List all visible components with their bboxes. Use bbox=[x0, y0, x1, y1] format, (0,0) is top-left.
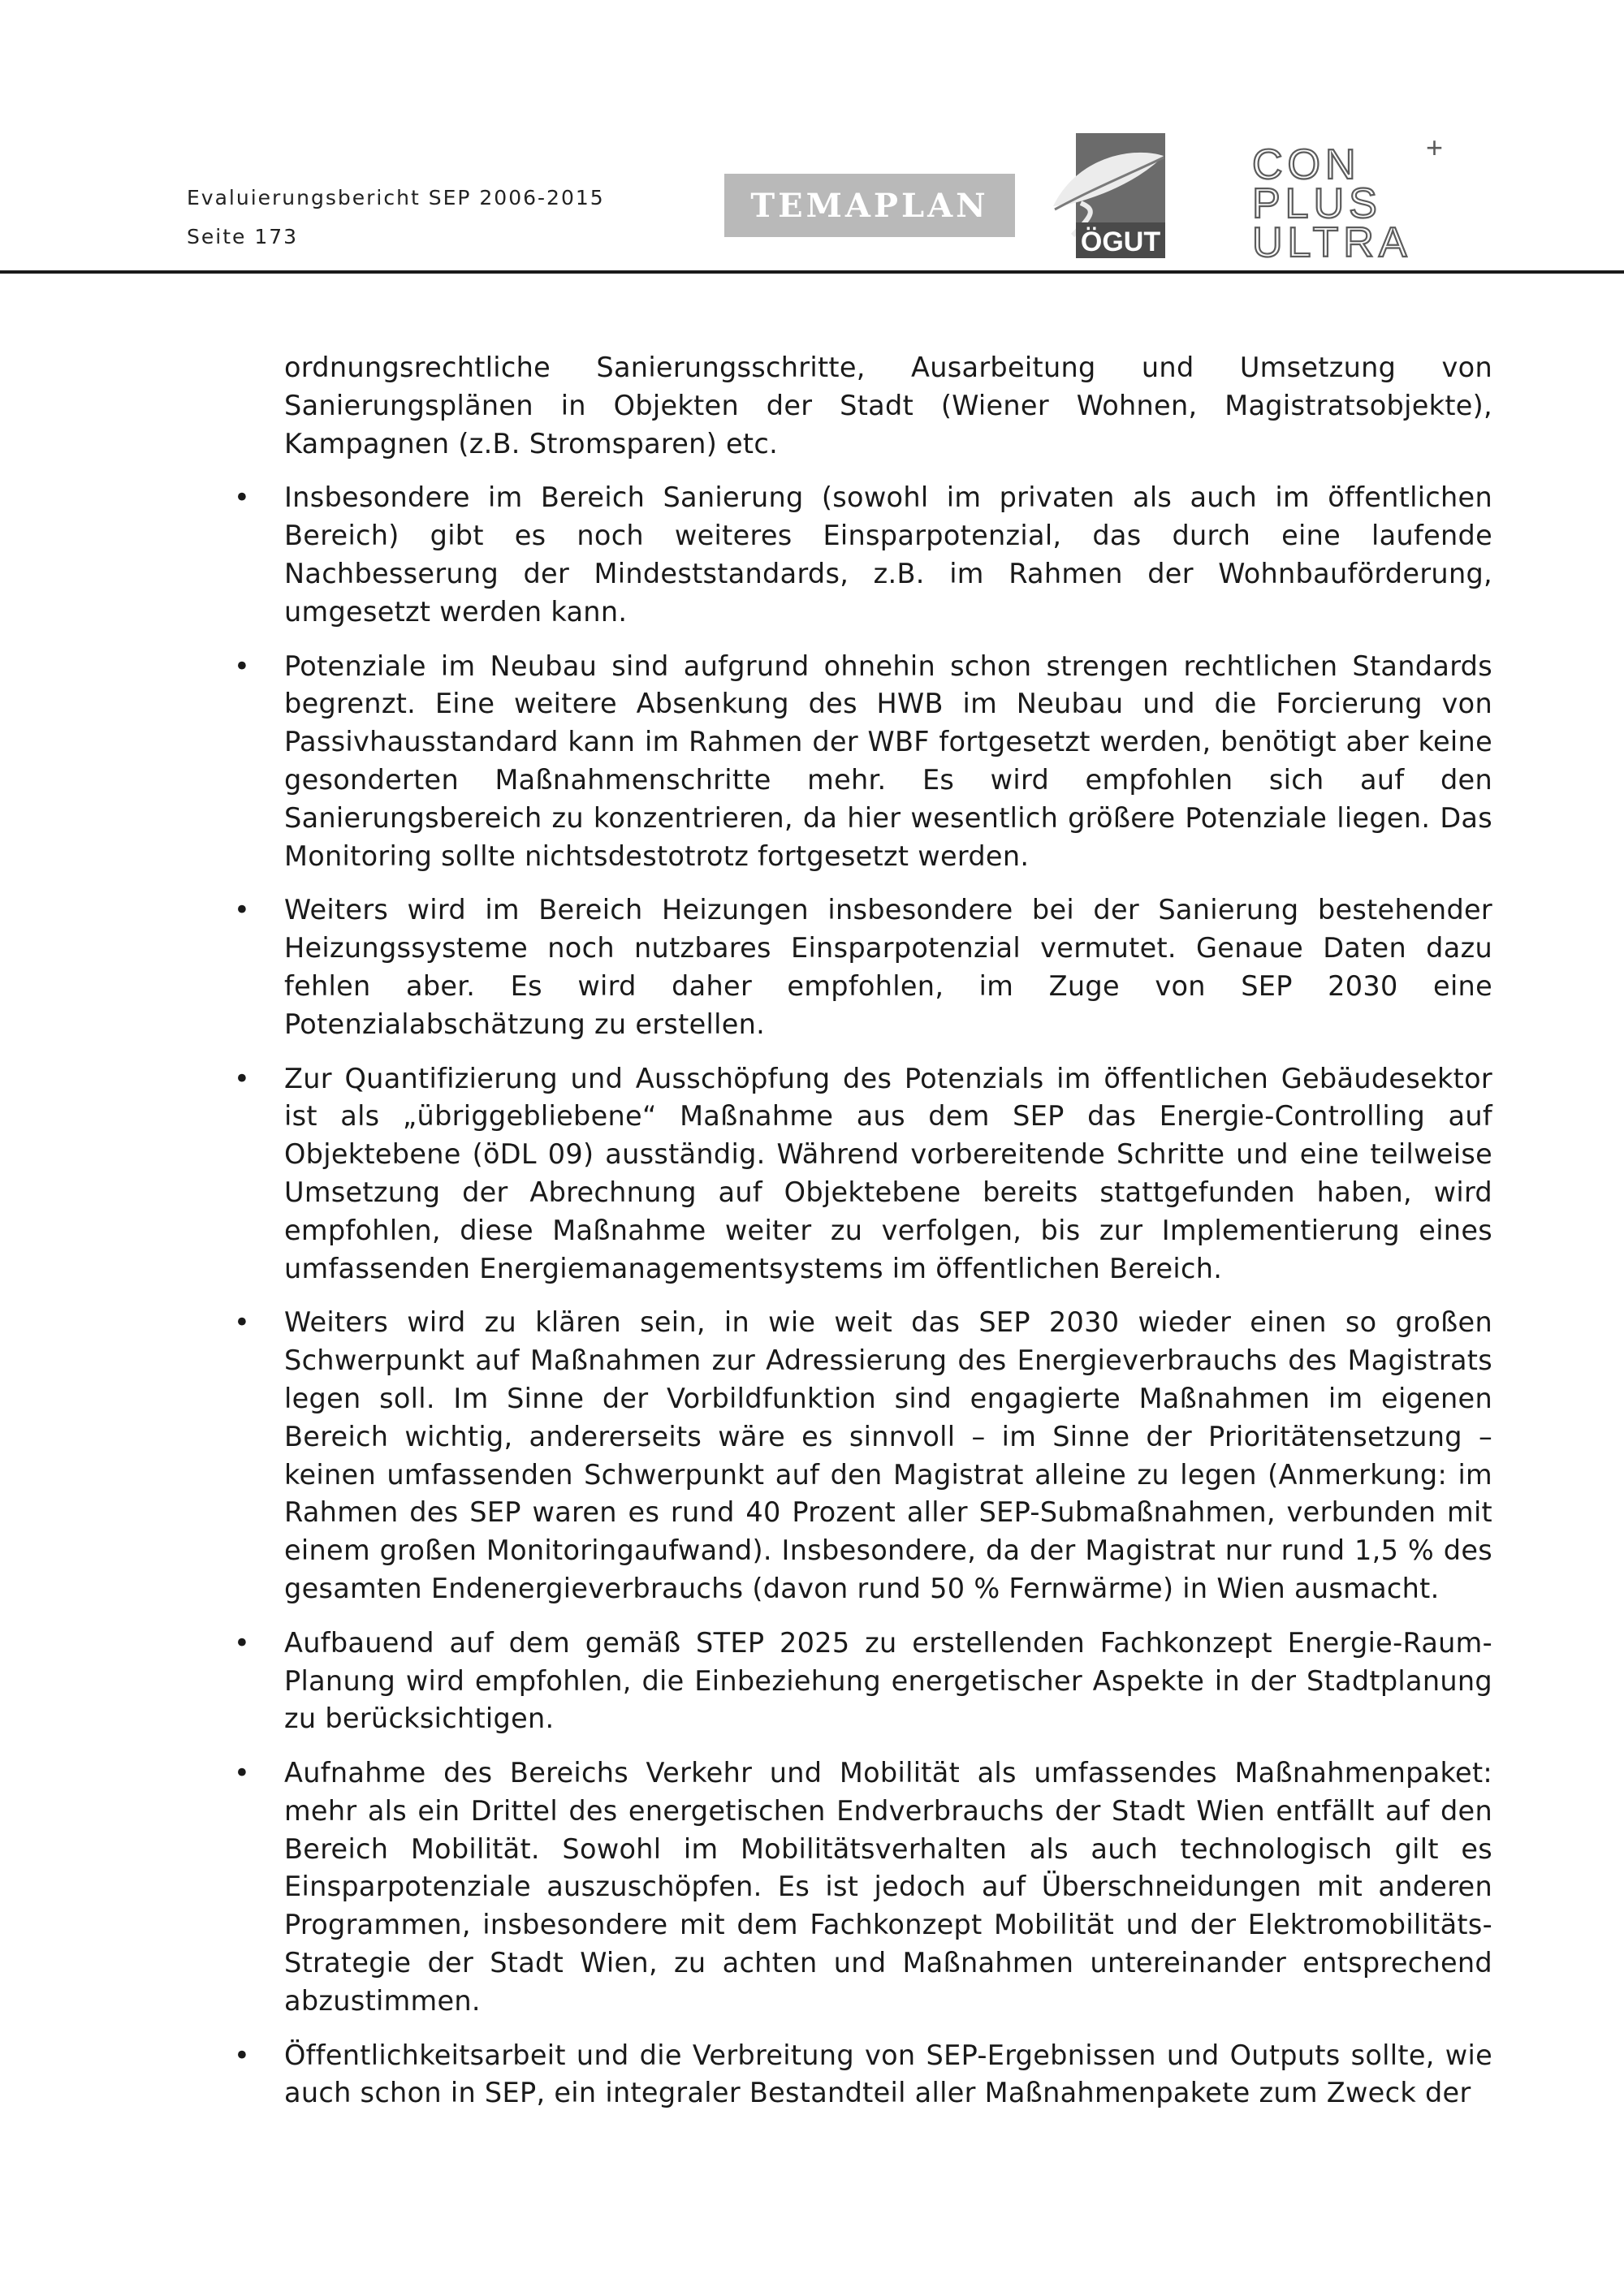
report-title: Evaluierungsbericht SEP 2006-2015 bbox=[187, 186, 605, 209]
list-item-text: Aufbauend auf dem gemäß STEP 2025 zu erstellenden Fachkonzept Energie-Raum-Planung wird empfohlen, die Einbeziehung energetischer Aspekte in der Stadtplanung zu berücksichtigen. bbox=[284, 1626, 1492, 1735]
bullet-icon: • bbox=[234, 2039, 251, 2071]
list-item bbox=[234, 479, 1492, 631]
list-item-text: Potenziale im Neubau sind aufgrund ohnehin schon strengen rechtlichen Standards begrenzt. Eine weitere Absenkung des HWB im Neubau und die Forcierung von Passivhausstandard kann im Rahmen der WBF fortgesetzt werden, benötigt aber keine gesonderten Maßnahmenschritte mehr. Es wird empfohlen sich auf den Sanierungsbereich zu konzentrieren, da hier wesentlich größere Potenziale liegen. Das Monitoring sollte nichtsdestotrotz fortgesetzt werden. bbox=[284, 650, 1492, 872]
bullet-icon: • bbox=[234, 1626, 251, 1659]
list-item bbox=[234, 1625, 1492, 1738]
bullet-icon: • bbox=[234, 1757, 251, 1789]
document-body bbox=[234, 349, 1492, 2129]
bullet-icon: • bbox=[234, 894, 251, 926]
list-item bbox=[234, 1754, 1492, 2021]
list-item-text: Aufnahme des Bereichs Verkehr und Mobilität als umfassendes Maßnahmenpaket: mehr als ein Drittel des energetischen Endverbrauchs der Stadt Wien entfällt auf den Bereich Mobilität. Sowohl im Mobilitätsverhalten als auch technologisch gilt es Einsparpotenziale auszuschöpfen. Es ist jedoch auf Überschneidungen mit anderen Programmen, insbesondere mit dem Fachkonzept Mobilität und der Elektromobilitäts-Strategie der Stadt Wien, zu achten und Maßnahmen untereinander entsprechend abzustimmen. bbox=[284, 1757, 1492, 2017]
list-item bbox=[234, 891, 1492, 1043]
conplusultra-logo bbox=[1247, 135, 1450, 263]
list-item-text: Weiters wird im Bereich Heizungen insbesondere bei der Sanierung bestehender Heizungssysteme noch nutzbares Einsparpotenzial vermutet. Genaue Daten dazu fehlen aber. Es wird daher empfohlen, im Zuge von SEP 2030 eine Potenzialabschätzung zu erstellen. bbox=[284, 894, 1492, 1040]
list-item-text: Insbesondere im Bereich Sanierung (sowohl im privaten als auch im öffentlichen Bereich) gibt es noch weiteres Einsparpotenzial, das durch eine laufende Nachbesserung der Mindeststandards, z.B. im Rahmen der Wohnbauförderung, umgesetzt werden kann. bbox=[284, 481, 1492, 628]
bullet-icon: • bbox=[234, 1062, 251, 1094]
page-number: Seite 173 bbox=[187, 225, 299, 248]
list-item bbox=[234, 1060, 1492, 1288]
bullet-icon: • bbox=[234, 650, 251, 682]
temaplan-logo-text: TEMAPLAN bbox=[750, 186, 989, 225]
list-item-text: Zur Quantifizierung und Ausschöpfung des Potenzials im öffentlichen Gebäudesektor ist als „übriggebliebene“ Maßnahme aus dem SEP das Energie-Controlling auf Objektebene (öDL 09) ausständig. Während vorbereitende Schritte und eine teilweise Umsetzung der Abrechnung auf Objektebene bereits stattgefunden haben, wird empfohlen, diese Maßnahme weiter zu verfolgen, bis zur Implementierung eines umfassenden Energiemanagementsystems im öffentlichen Bereich. bbox=[284, 1062, 1492, 1284]
header-divider bbox=[0, 270, 1624, 274]
list-item bbox=[234, 2037, 1492, 2113]
temaplan-logo bbox=[724, 174, 1015, 237]
intro-paragraph: ordnungsrechtliche Sanierungsschritte, Ausarbeitung und Umsetzung von Sanierungsplänen in Objekten der Stadt (Wiener Wohnen, Magistratsobjekte), Kampagnen (z.B. Stromsparen) etc. bbox=[284, 352, 1492, 460]
list-item-text: Öffentlichkeitsarbeit und die Verbreitung von SEP-Ergebnissen und Outputs sollte, wie auch schon in SEP, ein integraler Bestandteil aller Maßnahmenpakete zum Zweck der bbox=[284, 2039, 1492, 2109]
list-item bbox=[234, 1304, 1492, 1608]
bullet-icon: • bbox=[234, 1306, 251, 1339]
list-item-text: Weiters wird zu klären sein, in wie weit das SEP 2030 wieder einen so großen Schwerpunkt auf Maßnahmen zur Adressierung des Energieverbrauchs des Magistrats legen soll. Im Sinne der Vorbildfunktion sind engagierte Maßnahmen im eigenen Bereich wichtig, andererseits wäre es sinnvoll – im Sinne der Prioritätensetzung – keinen umfassenden Schwerpunkt auf den Magistrat alleine zu legen (Anmerkung: im Rahmen des SEP waren es rund 40 Prozent aller SEP-Submaßnahmen, verbunden mit einem großen Monitoringaufwand). Insbesondere, da der Magistrat nur rund 1,5 % des gesamten Endenergieverbrauchs (davon rund 50 % Fernwärme) in Wien ausmacht. bbox=[284, 1306, 1492, 1604]
list-item bbox=[234, 648, 1492, 876]
conplus-logo-line3: ULTRA bbox=[1252, 219, 1412, 263]
ogut-logo bbox=[1045, 132, 1167, 260]
bullet-icon: • bbox=[234, 481, 251, 514]
ogut-logo-text: ÖGUT bbox=[1080, 227, 1161, 257]
header-meta bbox=[187, 179, 605, 257]
page-header bbox=[0, 0, 1624, 274]
conplus-logo-line1: CON bbox=[1252, 141, 1361, 188]
recommendation-list bbox=[234, 479, 1492, 2113]
conplus-plus-sign: + bbox=[1426, 135, 1444, 164]
conplus-logo-line2: PLUS bbox=[1252, 180, 1382, 227]
